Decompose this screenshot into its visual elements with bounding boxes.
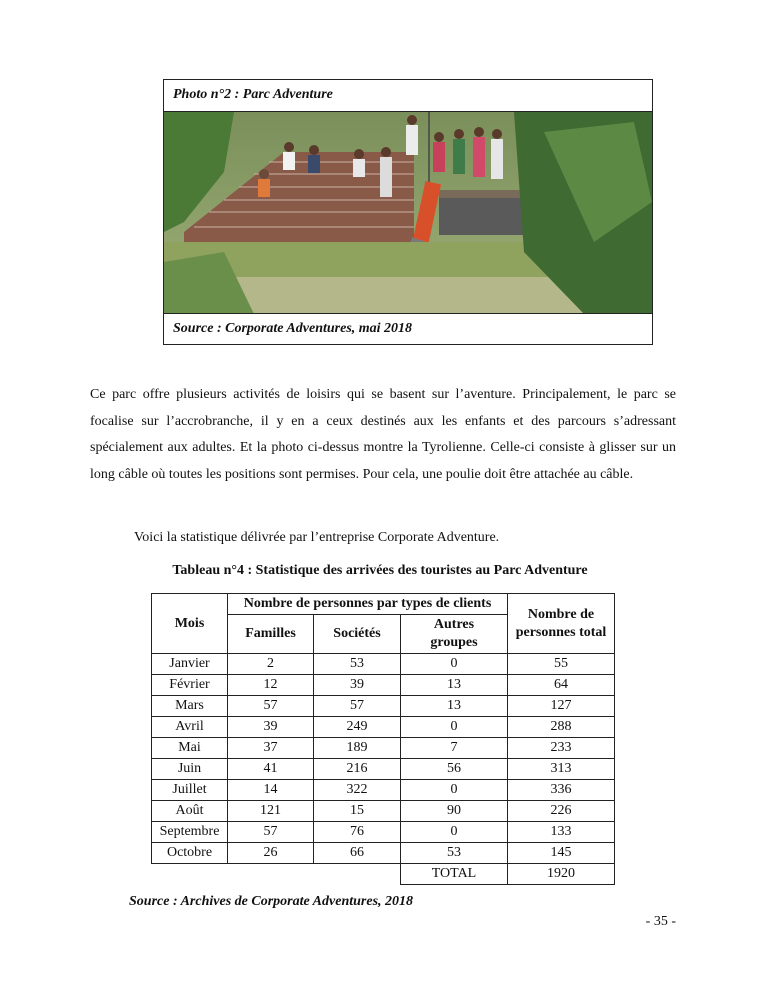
cell-autres: 0 xyxy=(401,717,508,738)
cell-mois: Juin xyxy=(152,759,228,780)
cell-societes: 53 xyxy=(314,654,401,675)
cell-mois: Février xyxy=(152,675,228,696)
cell-autres: 53 xyxy=(401,843,508,864)
zipline-photo-drawing xyxy=(164,112,652,314)
cell-total: 133 xyxy=(508,822,615,843)
cell-societes: 322 xyxy=(314,780,401,801)
header-total: Nombre de personnes total xyxy=(508,594,615,654)
cell-mois: Mai xyxy=(152,738,228,759)
cell-familles: 12 xyxy=(228,675,314,696)
table-row xyxy=(152,696,615,717)
table-row xyxy=(152,843,615,864)
cell-autres: 13 xyxy=(401,675,508,696)
photo-figure xyxy=(163,79,653,345)
cell-autres: 90 xyxy=(401,801,508,822)
cell-mois: Octobre xyxy=(152,843,228,864)
header-familles: Familles xyxy=(228,615,314,654)
header-societes: Sociétés xyxy=(314,615,401,654)
cell-total: 226 xyxy=(508,801,615,822)
cell-societes: 189 xyxy=(314,738,401,759)
cell-societes: 39 xyxy=(314,675,401,696)
cell-societes: 76 xyxy=(314,822,401,843)
table-row xyxy=(152,654,615,675)
cell-familles: 26 xyxy=(228,843,314,864)
cell-total: 233 xyxy=(508,738,615,759)
cell-societes: 249 xyxy=(314,717,401,738)
cell-autres: 0 xyxy=(401,654,508,675)
table-row xyxy=(152,780,615,801)
cell-total: 55 xyxy=(508,654,615,675)
cell-total: 64 xyxy=(508,675,615,696)
header-group: Nombre de personnes par types de clients xyxy=(228,594,508,615)
table-title-wrapper xyxy=(0,561,765,581)
intro-text: Voici la statistique délivrée par l’entreprise Corporate Adventure. xyxy=(134,530,500,545)
cell-familles: 57 xyxy=(228,822,314,843)
header-autres: Autres groupes xyxy=(401,615,508,654)
total-spacer xyxy=(152,864,401,885)
zipline-photo xyxy=(164,112,652,314)
cell-autres: 7 xyxy=(401,738,508,759)
body-paragraph: Ce parc offre plusieurs activités de loisirs qui se basent sur l’aventure. Principalement, le parc se focalise sur l’accrobranche, il y en a ceux destinés aux les enfants et des parcours s’adressant spécialement aux adultes. Et la photo ci-dessus montre la Tyrolienne. Celle-ci consiste à glisser sur un long câble où toutes les positions sont permises. Pour cela, une poulie doit être attachée au câble. xyxy=(90,387,676,482)
cell-familles: 39 xyxy=(228,717,314,738)
cell-mois: Avril xyxy=(152,717,228,738)
photo-source: Source : Corporate Adventures, mai 2018 xyxy=(173,321,413,336)
cell-total: 288 xyxy=(508,717,615,738)
cell-mois: Août xyxy=(152,801,228,822)
table-row xyxy=(152,759,615,780)
total-label: TOTAL xyxy=(401,864,508,885)
cell-societes: 216 xyxy=(314,759,401,780)
table-row xyxy=(152,822,615,843)
cell-familles: 41 xyxy=(228,759,314,780)
cell-autres: 0 xyxy=(401,780,508,801)
cell-total: 127 xyxy=(508,696,615,717)
table-row xyxy=(152,717,615,738)
cell-autres: 13 xyxy=(401,696,508,717)
table-source: Source : Archives de Corporate Adventures, 2018 xyxy=(129,894,414,909)
cell-mois: Janvier xyxy=(152,654,228,675)
cell-autres: 56 xyxy=(401,759,508,780)
cell-total: 313 xyxy=(508,759,615,780)
cell-societes: 15 xyxy=(314,801,401,822)
total-value: 1920 xyxy=(508,864,615,885)
cell-societes: 66 xyxy=(314,843,401,864)
header-mois: Mois xyxy=(152,594,228,654)
cell-societes: 57 xyxy=(314,696,401,717)
cell-mois: Mars xyxy=(152,696,228,717)
cell-familles: 14 xyxy=(228,780,314,801)
table-row xyxy=(152,675,615,696)
cell-familles: 2 xyxy=(228,654,314,675)
cell-total: 145 xyxy=(508,843,615,864)
statistics-table xyxy=(151,593,615,885)
cell-familles: 37 xyxy=(228,738,314,759)
cell-autres: 0 xyxy=(401,822,508,843)
cell-familles: 57 xyxy=(228,696,314,717)
cell-total: 336 xyxy=(508,780,615,801)
table-row xyxy=(152,738,615,759)
cell-mois: Septembre xyxy=(152,822,228,843)
photo-caption: Photo n°2 : Parc Adventure xyxy=(164,80,652,112)
cell-mois: Juillet xyxy=(152,780,228,801)
table-row xyxy=(152,801,615,822)
table-title: Tableau n°4 : Statistique des arrivées des touristes au Parc Adventure xyxy=(172,563,588,578)
cell-familles: 121 xyxy=(228,801,314,822)
page-number: - 35 - xyxy=(645,914,676,929)
